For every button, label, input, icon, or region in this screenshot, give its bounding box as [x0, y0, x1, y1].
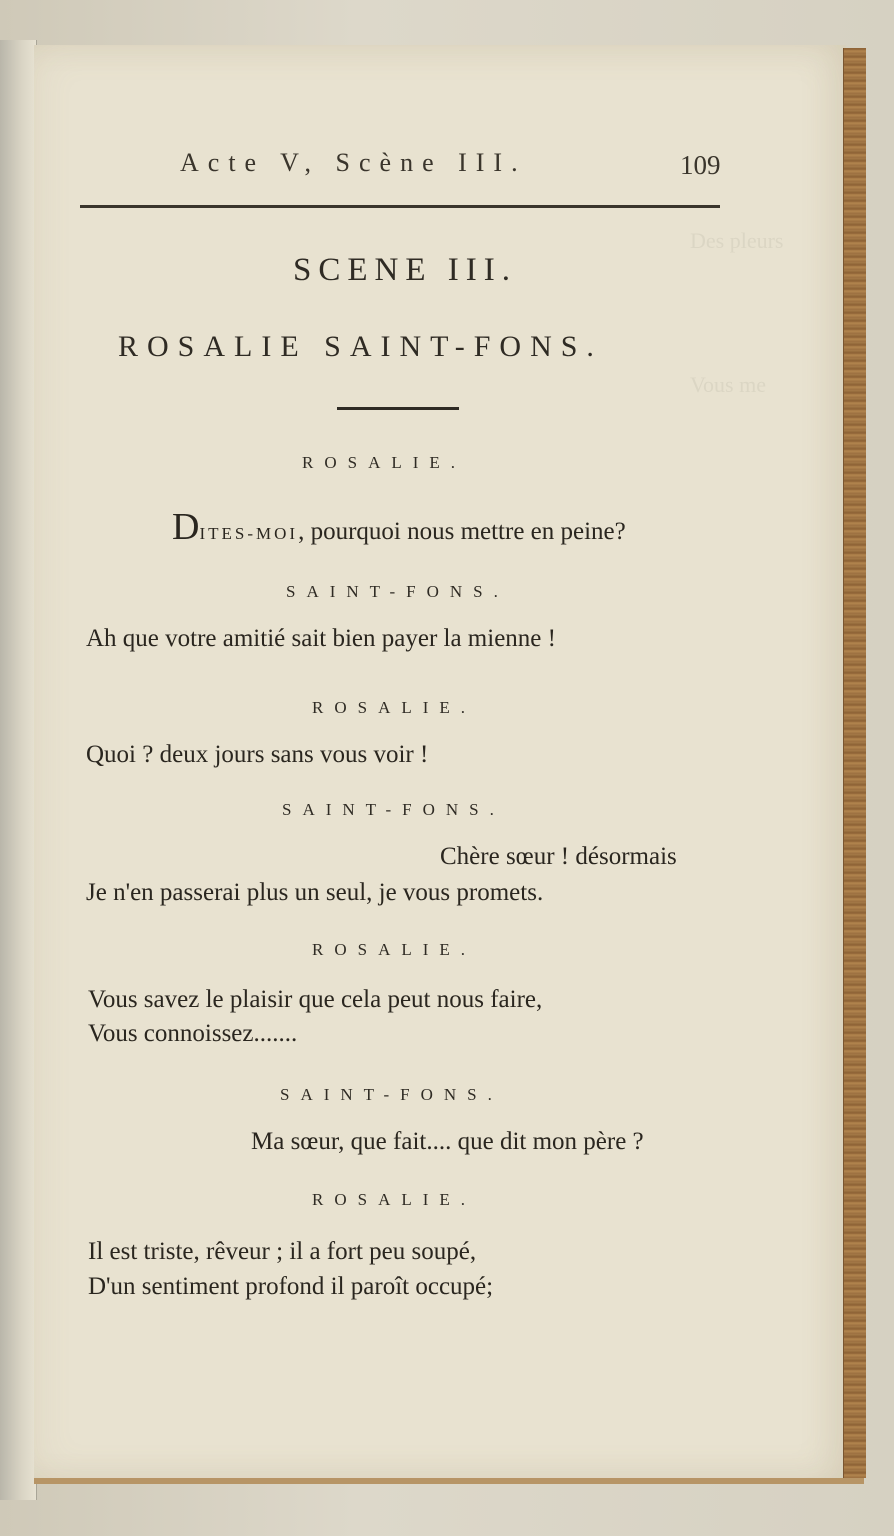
running-head: Acte V, Scène III.	[180, 148, 527, 177]
page-number: 109	[680, 150, 721, 180]
show-through-text: Des pleurs	[690, 228, 784, 253]
verse-text: , pourquoi nous mettre en peine?	[298, 518, 626, 545]
small-caps-words: ITES-MOI	[199, 524, 299, 543]
speaker-name: ROSALIE.	[312, 1190, 477, 1209]
speaker-name: ROSALIE.	[312, 940, 477, 959]
speaker-name: SAINT-FONS.	[280, 1085, 503, 1104]
verse-line-opening	[172, 505, 626, 549]
page-fore-edge	[843, 48, 866, 1478]
verse-line: Ah que votre amitié sait bien payer la mienne !	[86, 625, 556, 652]
verse-line: Je n'en passerai plus un seul, je vous promets.	[86, 879, 544, 906]
verse-line: Vous savez le plaisir que cela peut nous faire,	[88, 986, 543, 1013]
verse-line: D'un sentiment profond il paroît occupé;	[88, 1273, 494, 1300]
verse-line: Il est triste, rêveur ; il a fort peu soupé,	[88, 1238, 477, 1265]
speaker-name: SAINT-FONS.	[282, 800, 505, 819]
verse-line: Vous connoissez.......	[88, 1020, 298, 1047]
scene-title: SCENE III.	[293, 252, 517, 288]
verse-line: Quoi ? deux jours sans vous voir !	[86, 741, 429, 768]
show-through-text: Vous me	[690, 372, 766, 397]
verse-line: Ma sœur, que fait.... que dit mon père ?	[251, 1128, 644, 1155]
header-rule	[80, 205, 720, 208]
drop-cap: D	[172, 506, 200, 548]
page-bottom-edge	[34, 1478, 864, 1484]
verse-line: Chère sœur ! désormais	[440, 843, 677, 870]
speaker-name: ROSALIE.	[312, 698, 477, 717]
ornamental-rule	[337, 407, 459, 410]
speaker-name: SAINT-FONS.	[286, 582, 509, 601]
cast-list: ROSALIE SAINT-FONS.	[118, 330, 603, 363]
speaker-name: ROSALIE.	[302, 453, 467, 472]
